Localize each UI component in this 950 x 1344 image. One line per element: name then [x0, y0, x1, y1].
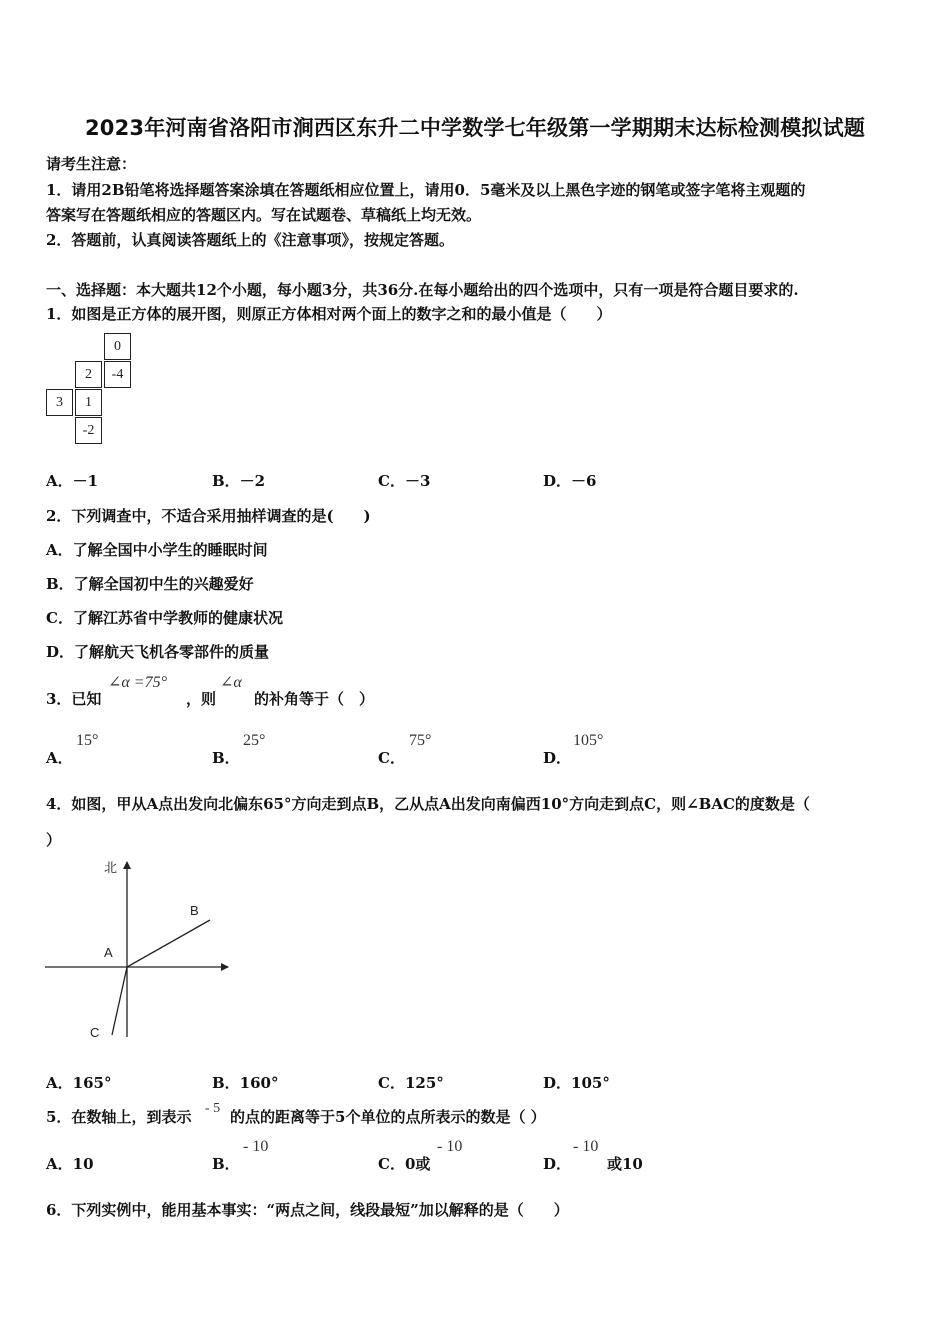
- q3-stem-c: 的补角等于（ ）: [254, 690, 375, 708]
- q1-option-a[interactable]: A．－1: [46, 472, 99, 490]
- q3-option-d-value: 105°: [573, 732, 604, 749]
- q2-option-c[interactable]: C．了解江苏省中学教师的健康状况: [46, 609, 283, 627]
- q3-option-c-label[interactable]: C．: [378, 749, 405, 767]
- notice-line-2: 答案写在答题纸相应的答题区内。写在试题卷、草稿纸上均无效。: [46, 206, 482, 224]
- direction-figure: [40, 852, 240, 1042]
- q3-formula-angle-value: ∠α =75°: [108, 674, 167, 691]
- section-heading: 一、选择题：本大题共12个小题，每小题3分，共36分.在每小题给出的四个选项中，只有一项是符合题目要求的.: [46, 281, 799, 299]
- q5-option-a[interactable]: A．10: [46, 1155, 94, 1173]
- q3-option-d-label[interactable]: D．: [543, 749, 572, 767]
- label-a: A: [104, 945, 113, 960]
- q5-option-d-value: - 10: [573, 1138, 599, 1155]
- q5-option-b-value: - 10: [243, 1138, 269, 1155]
- q5-option-b-label[interactable]: B．: [212, 1155, 240, 1173]
- q5-option-d-label[interactable]: D．: [543, 1155, 572, 1173]
- notice-line-1: 1．请用2B铅笔将选择题答案涂填在答题纸相应位置上，请用0．5毫米及以上黑色字迹的钢笔或签字笔将主观题的: [46, 181, 806, 199]
- q2-stem: 2．下列调查中，不适合采用抽样调查的是( ): [46, 507, 371, 525]
- q2-option-a[interactable]: A．了解全国中小学生的睡眠时间: [46, 541, 268, 559]
- q3-stem-a: 3．已知: [46, 690, 102, 708]
- q5-stem-a: 5．在数轴上，到表示: [46, 1108, 192, 1126]
- q3-option-c-value: 75°: [409, 732, 432, 749]
- net-cell-top: 0: [104, 333, 131, 360]
- q3-stem-b: ，则: [186, 690, 217, 708]
- q4-option-c[interactable]: C．125°: [378, 1074, 444, 1092]
- q6-stem: 6．下列实例中，能用基本事实：“两点之间，线段最短”加以解释的是（ ）: [46, 1201, 569, 1219]
- page-title: 2023年河南省洛阳市涧西区东升二中学数学七年级第一学期期末达标检测模拟试题: [84, 116, 866, 140]
- q3-option-a-value: 15°: [76, 732, 99, 749]
- q4-option-b[interactable]: B．160°: [212, 1074, 279, 1092]
- notice-line-3: 2．答题前，认真阅读答题纸上的《注意事项》，按规定答题。: [46, 231, 454, 249]
- q4-option-a[interactable]: A．165°: [46, 1074, 112, 1092]
- q4-option-d[interactable]: D．105°: [543, 1074, 610, 1092]
- notice-heading: 请考生注意：: [46, 155, 137, 173]
- net-cell-mid-left: 2: [75, 361, 102, 388]
- q4-stem-line-1: 4．如图，甲从A点出发向北偏东65°方向走到点B，乙从点A出发向南偏西10°方向走到点C，则∠BAC的度数是（: [46, 795, 810, 813]
- ray-ab: [127, 920, 210, 967]
- net-cell-row3-mid: 1: [75, 389, 102, 416]
- q2-option-d[interactable]: D．了解航天飞机各零部件的质量: [46, 643, 270, 661]
- q1-option-c[interactable]: C．－3: [378, 472, 431, 490]
- q5-option-c-value: - 10: [437, 1138, 463, 1155]
- q5-option-d-suffix: 或10: [607, 1155, 643, 1173]
- q3-option-b-value: 25°: [243, 732, 266, 749]
- net-cell-mid-right: -4: [104, 361, 131, 388]
- q5-option-c-label[interactable]: C．0或: [378, 1155, 431, 1173]
- net-cell-row3-left: 3: [46, 389, 73, 416]
- q3-option-b-label[interactable]: B．: [212, 749, 240, 767]
- q2-option-b[interactable]: B．了解全国初中生的兴趣爱好: [46, 575, 254, 593]
- label-north: 北: [104, 860, 118, 875]
- q5-stem-value: - 5: [205, 1101, 221, 1116]
- ray-ac: [112, 967, 127, 1035]
- q3-option-a-label[interactable]: A．: [46, 749, 73, 767]
- label-c: C: [90, 1025, 100, 1040]
- q3-formula-angle: ∠α: [220, 674, 242, 691]
- q5-stem-b: 的点的距离等于5个单位的点所表示的数是（ ）: [230, 1108, 546, 1126]
- q1-option-d[interactable]: D．－6: [543, 472, 597, 490]
- q4-stem-line-2: ）: [46, 831, 62, 849]
- q1-stem: 1．如图是正方体的展开图，则原正方体相对两个面上的数字之和的最小值是（ ）: [46, 305, 612, 323]
- label-b: B: [190, 903, 199, 918]
- net-cell-bottom: -2: [75, 417, 102, 444]
- q1-option-b[interactable]: B．－2: [212, 472, 266, 490]
